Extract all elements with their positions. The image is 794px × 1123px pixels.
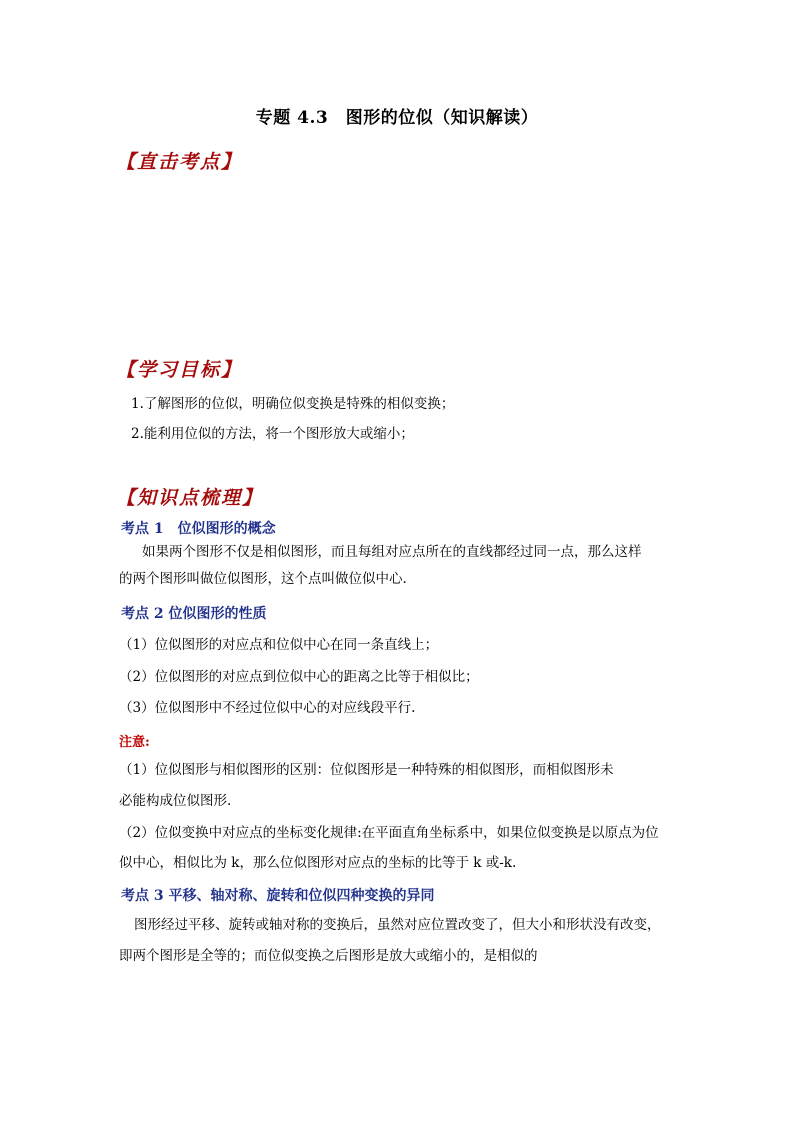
- kd2-item-3: （3）位似图形中不经过位似中心的对应线段平行.: [119, 700, 416, 716]
- kd3-line-1: 图形经过平移、旋转或轴对称的变换后，虽然对应位置改变了，但大小和形状没有改变，: [134, 917, 661, 933]
- goal-item-1: 1.了解图形的位似，明确位似变换是特殊的相似变换；: [131, 396, 455, 412]
- kd1-title: 考点 1 位似图形的概念: [121, 521, 276, 537]
- kd2-item-2: （2）位似图形的对应点到位似中心的距离之比等于相似比；: [119, 669, 479, 685]
- note-line-1: （1）位似图形与相似图形的区别：位似图形是一种特殊的相似图形，而相似图形未: [119, 762, 614, 778]
- section-learning-goals: 【学习目标】: [116, 359, 243, 381]
- note-label: 注意:: [119, 735, 150, 750]
- goal-item-2: 2.能利用位似的方法，将一个图形放大或缩小；: [131, 426, 414, 442]
- kd3-title: 考点 3 平移、轴对称、旋转和位似四种变换的异同: [121, 888, 435, 904]
- kd3-line-2: 即两个图形是全等的；而位似变换之后图形是放大或缩小的，是相似的: [119, 948, 538, 964]
- kd2-title: 考点 2 位似图形的性质: [121, 606, 267, 622]
- note-line-2: 必能构成位似图形.: [119, 793, 232, 809]
- section-exam-points: 【直击考点】: [116, 151, 243, 173]
- kd2-item-1: （1）位似图形的对应点和位似中心在同一条直线上；: [119, 637, 439, 653]
- document-title: 专题 4.3 图形的位似（知识解读）: [255, 108, 539, 128]
- note-line-4: 似中心，相似比为 k，那么位似图形对应点的坐标的比等于 k 或-k.: [119, 855, 517, 871]
- kd1-line-2: 的两个图形叫做位似图形，这个点叫做位似中心.: [119, 571, 407, 587]
- note-line-3: （2）位似变换中对应点的坐标变化规律:在平面直角坐标系中，如果位似变换是以原点为位: [119, 825, 659, 841]
- kd1-line-1: 如果两个图形不仅是相似图形，而且每组对应点所在的直线都经过同一点，那么这样: [142, 544, 642, 560]
- section-knowledge-review: 【知识点梳理】: [116, 487, 264, 509]
